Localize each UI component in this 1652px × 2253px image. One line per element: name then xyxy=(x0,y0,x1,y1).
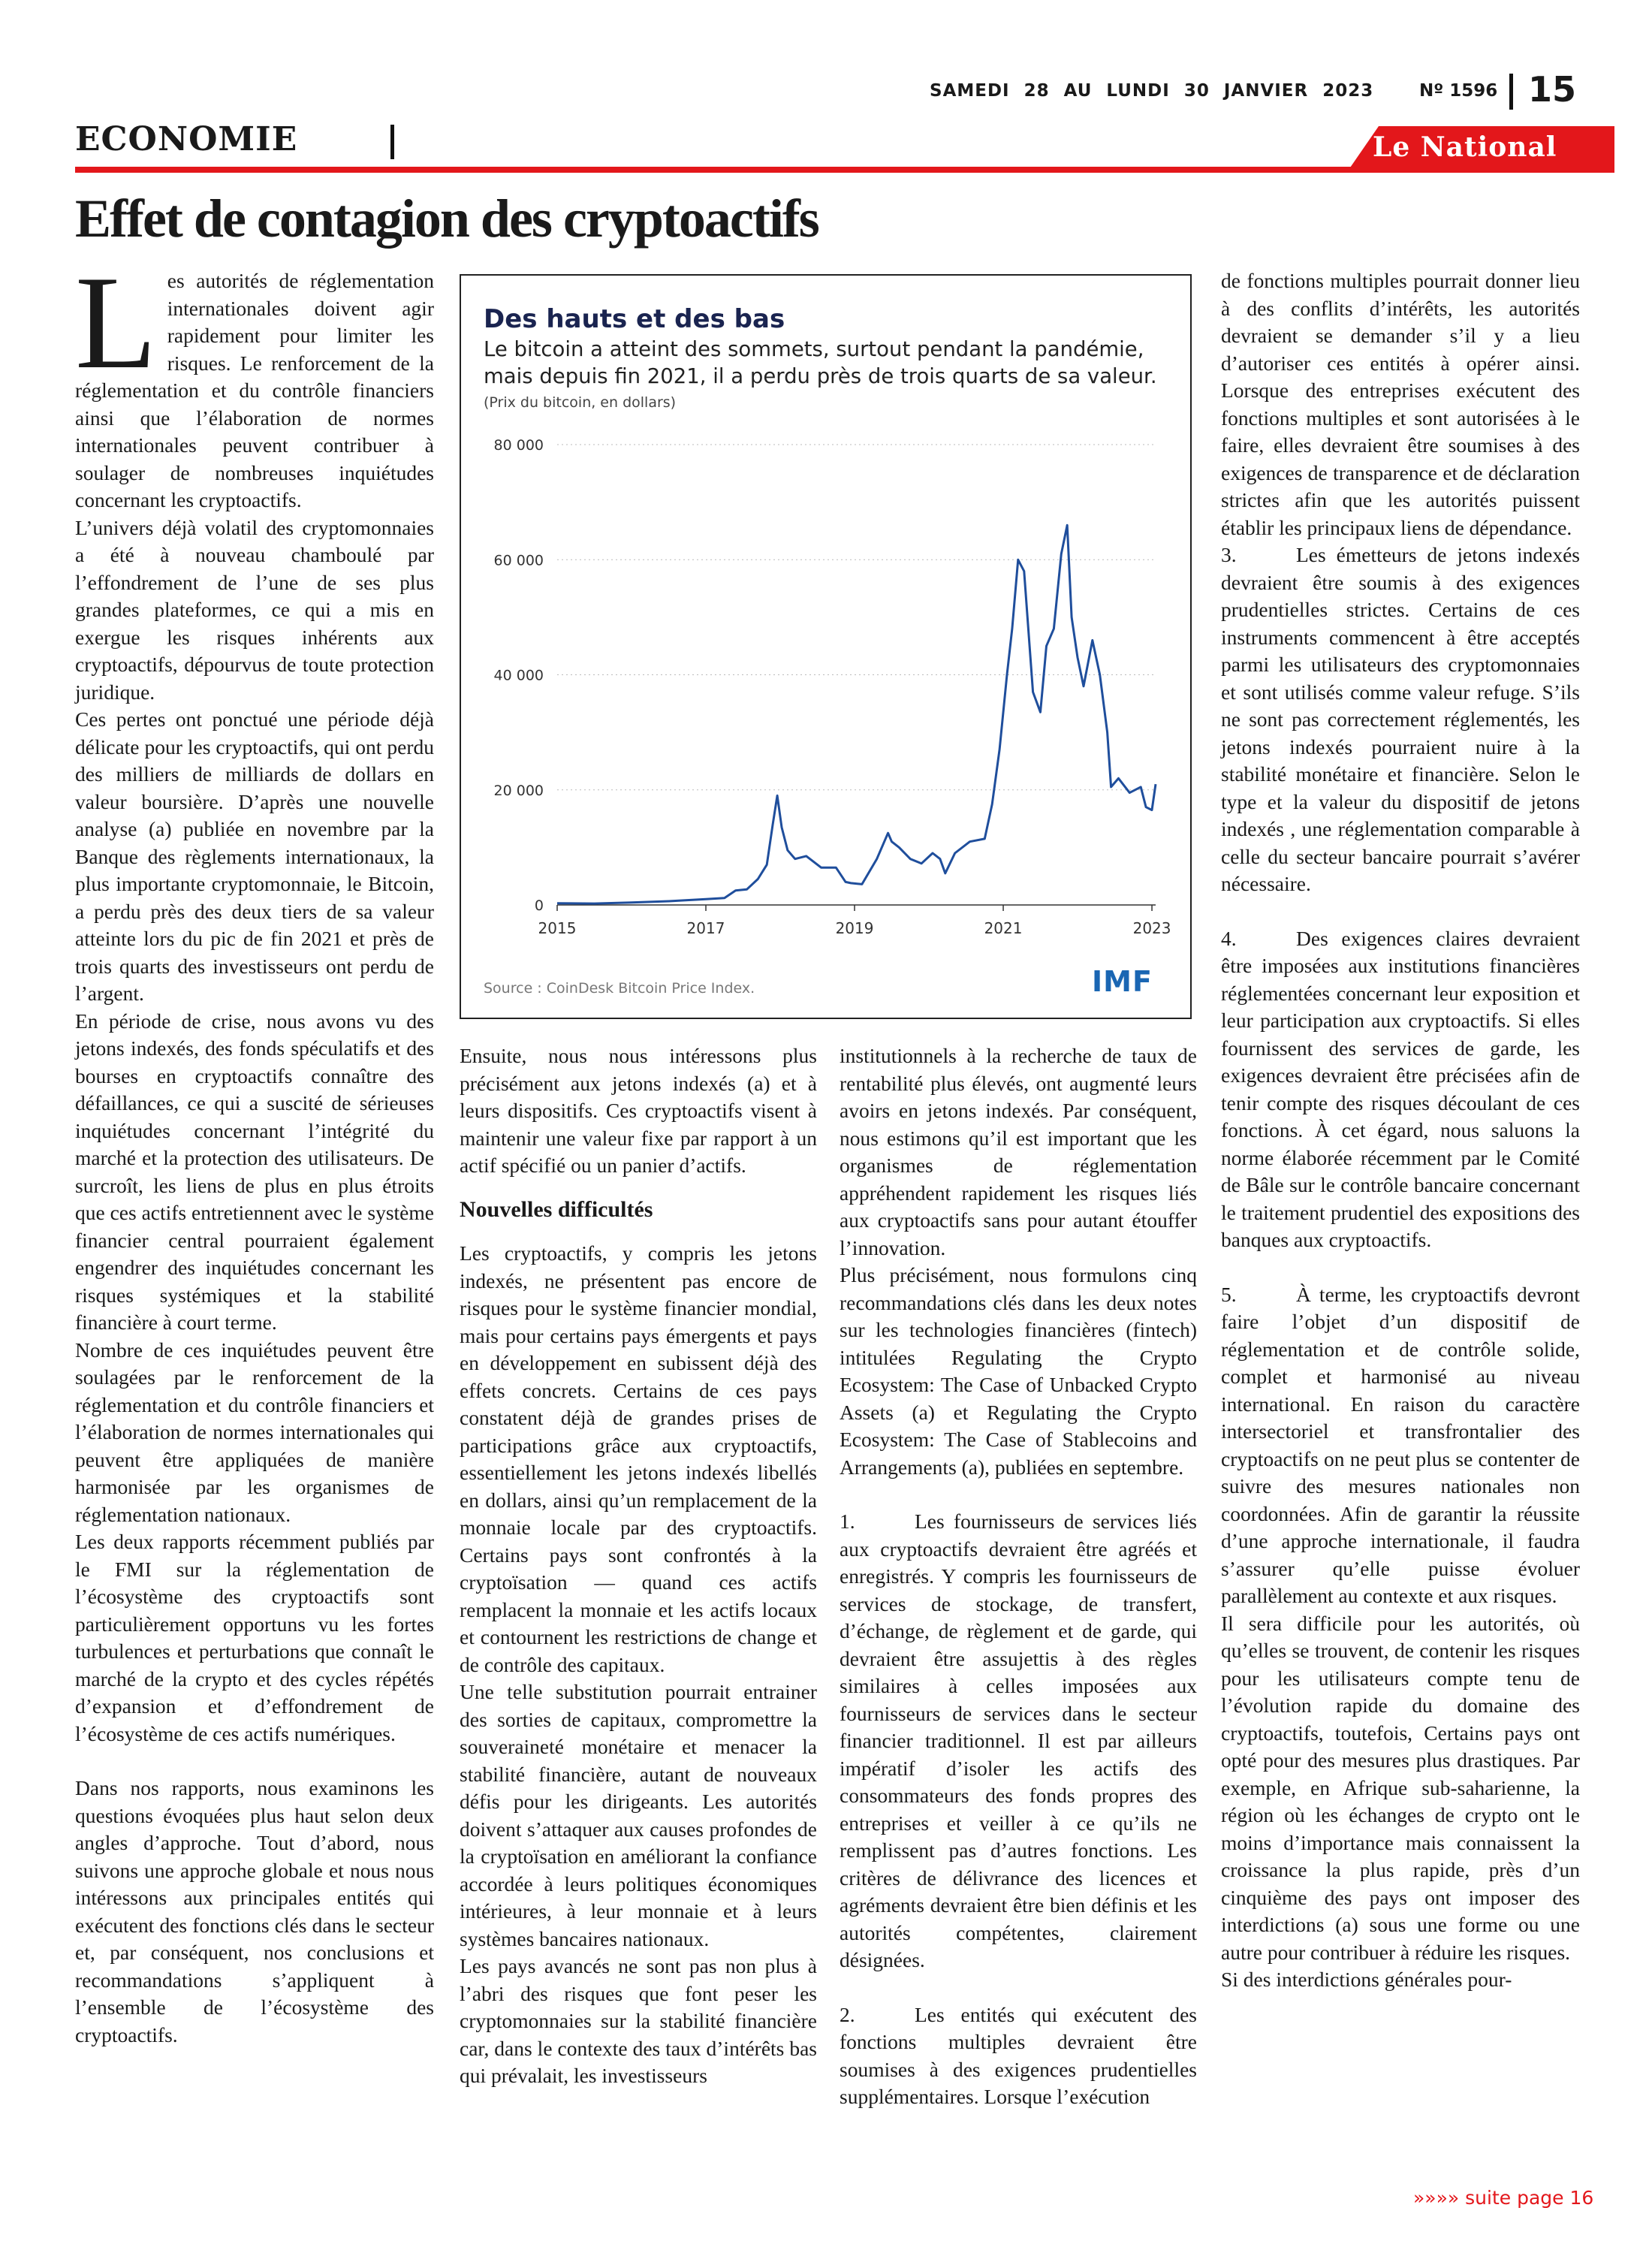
recommendation-5 xyxy=(1221,1281,1580,1610)
recommendation-1 xyxy=(840,1508,1197,1974)
chart-subtitle: Le bitcoin a atteint des sommets, surtout pendant la pandémie, xyxy=(484,337,1144,361)
recommendation-text: Les fournisseurs de services liés aux cryptoactifs devraient être agréés et enregistrés. Y compris les fournisseurs de services de stockage, de transfert, d’échange, de règlement et de garde, qui devraient être assujettis à des règles similaires à celles imposées aux fournisseurs de services dans le secteur financier traditionnel. Il est par ailleurs impératif d’isoler les actifs des consommateurs des fonds propres des entreprises et veiller à ce qu’ils ne remplissent pas d’autres fonctions. Les critères de délivrance des licences et agréments devraient être bien définis et les autorités compétentes, clairement désignées. xyxy=(840,1510,1197,1971)
x-tick-label: 2021 xyxy=(984,919,1023,937)
chart-source: Source : CoinDesk Bitcoin Price Index. xyxy=(484,980,755,997)
issue-number: Nº 1596 xyxy=(1419,81,1498,101)
article-column-1 xyxy=(75,248,434,2049)
article-column-4 xyxy=(1221,267,1580,1994)
recommendation-text: À terme, les cryptoactifs devront faire l’objet d’un dispositif de réglementation et de contrôle solide, complet et harmonisé au niveau international. En raison du caractère intersectoriel et transfrontalier des cryptoactifs on ne peut plus se contenter de suivre des mesures nationales non coordonnées. Afin de garantir la réussite d’une approche internationale, il faudra s’assurer qu’elle puisse évoluer parallèlement au contexte et aux risques. xyxy=(1221,1282,1580,1607)
article-paragraph: Les cryptoactifs, y compris les jetons indexés, ne présentent pas encore de risques pour le système financier mondial, mais pour certains pays émergents et pays en développement en subissent déjà des effets concrets. Certains de ces pays constatent déjà de grandes prises de participations grâce aux cryptoactifs, essentiellement les jetons indexés libellés en dollars, ainsi qu’un remplacement de la monnaie locale par des cryptoactifs. Certains pays sont confrontés à la cryptoïsation — quand ces actifs remplacent la monnaie et les actifs locaux et contournent les restrictions de change et de contrôle des capitaux. xyxy=(460,1241,817,1676)
article-paragraph: de fonctions multiples pourrait donner lieu à des conflits d’intérêts, les autorités devraient se demander s’il y a lieu d’autoriser ces entités à opérer ainsi. Lorsque des entreprises exécutent des fonctions multiples et sont autorisées à le faire, elles devraient être soumises à des exigences de transparence et de déclaration strictes afin que les autorités puissent établir les principaux liens de dépendance. xyxy=(1221,269,1580,539)
recommendation-number: 1. xyxy=(840,1510,855,1533)
chart-subtitle: mais depuis fin 2021, il a perdu près de trois quarts de sa valeur. xyxy=(484,364,1157,388)
article-column-3 xyxy=(840,1042,1197,2111)
recommendation-number: 3. xyxy=(1221,543,1237,566)
page-number: 15 xyxy=(1528,69,1577,110)
article-headline: Effet de contagion des cryptoactifs xyxy=(75,189,818,249)
article-paragraph: L’univers déjà volatil des cryptomonnaies a été à nouveau chamboulé par l’effondrement de l’une de ses plus grandes plateformes, ce qui a mis en exergue les risques inhérents aux cryptoactifs, dépourvus de toute protection juridique. xyxy=(75,515,434,704)
y-tick-label: 40 000 xyxy=(493,667,544,684)
y-tick-label: 60 000 xyxy=(493,552,544,569)
y-tick-label: 20 000 xyxy=(493,782,544,799)
article-paragraph xyxy=(75,248,434,514)
article-paragraph: En période de crise, nous avons vu des jetons indexés, des fonds spéculatifs et des bourses en cryptoactifs connaître des défaillances, ce qui a suscité de sérieuses inquiétudes concernant l’intégrité du marché et la protection des utilisateurs. De surcroît, les liens de plus en plus étroits que ces actifs entretiennent avec le système financier central pourraient également engendrer des inquiétudes concernant les risques systémiques et la stabilité financière à court terme. xyxy=(75,1009,434,1334)
article-paragraph: Les deux rapports récemment publiés par le FMI sur la réglementation de l’écosystème des cryptoactifs sont particulièrement opportuns vu les fortes turbulences et perturbations que connaît le marché de la crypto et des cycles répétés d’expansion et d’effondrement de l’écosystème de ces actifs numériques. xyxy=(75,1530,434,1745)
x-tick-label: 2023 xyxy=(1132,919,1171,937)
header-divider xyxy=(1509,74,1513,110)
chart-title: Des hauts et des bas xyxy=(484,304,785,334)
recommendation-number: 4. xyxy=(1221,926,1237,950)
recommendation-3 xyxy=(1221,541,1580,898)
recommendation-text: Les entités qui exécutent des fonctions multiples devraient être soumises à des exigences prudentielles supplémentaires. Lorsque l’exécution xyxy=(840,2002,1197,2108)
recommendation-number: 2. xyxy=(840,2002,855,2026)
paragraph-gap xyxy=(1221,1254,1580,1281)
paragraph-gap xyxy=(1221,898,1580,925)
imf-logo: IMF xyxy=(1092,965,1153,998)
recommendation-text: Les émetteurs de jetons indexés devraient être soumis à des exigences prudentielles strictes. Certains de ces instruments commencent à être acceptés parmi les utilisateurs des cryptomonnaies et sont utilisés comme valeur refuge. S’ils ne sont pas correctement réglementés, les jetons indexés pourraient nuire à la stabilité monétaire et financière. Selon le type et la valeur du dispositif de jetons indexés , une réglementation comparable à celle du secteur bancaire pourrait s’avérer nécessaire. xyxy=(1221,543,1580,895)
y-tick-label: 0 xyxy=(534,897,544,914)
paragraph-gap xyxy=(840,1481,1197,1508)
recommendation-4 xyxy=(1221,925,1580,1254)
article-paragraph: Si des interdictions générales pour- xyxy=(1221,1968,1512,1991)
paragraph-text: es autorités de réglementation internationales doivent agir rapidement pour limiter les risques. Le renforcement de la réglementation et du contrôle financiers ainsi que l’élaboration de normes internationales peuvent contribuer à soulager de nombreuses inquiétudes concernant les cryptoactifs. xyxy=(75,269,434,511)
bitcoin-price-chart xyxy=(460,274,1192,1019)
article-paragraph: Ces pertes ont ponctué une période déjà délicate pour les cryptoactifs, qui ont perdu des milliers de milliards de dollars en valeur boursière. D’après une nouvelle analyse (a) publiée en novembre par la Banque des règlements internationaux, la plus importante cryptomonnaie, le Bitcoin, a perdu près des deux tiers de sa valeur atteinte lors du pic de fin 2021 et près de trois quarts des investisseurs ont perdu de l’argent. xyxy=(75,707,434,1005)
article-paragraph: institutionnels à la recherche de taux de rentabilité plus élevés, ont augmenté leurs avoirs en jetons indexés. Par conséquent, nous estimons qu’il est important que les organismes de réglementation appréhendent rapidement les risques liés aux cryptoactifs sans pour autant étouffer l’innovation. xyxy=(840,1044,1197,1259)
issue-date: SAMEDI 28 AU LUNDI 30 JANVIER 2023 xyxy=(930,81,1374,101)
article-paragraph: Plus précisément, nous formulons cinq recommandations clés dans les deux notes sur les technologies financières (fintech) intitulées Regulating the Crypto Ecosystem: The Case of Unbacked Crypto Assets (a) et Regulating the Crypto Ecosystem: The Case of Stablecoins and Arrangements (a), publiées en septembre. xyxy=(840,1263,1197,1479)
x-tick-label: 2019 xyxy=(835,919,874,937)
y-tick-label: 80 000 xyxy=(493,437,544,454)
drop-cap: L xyxy=(75,248,157,397)
x-tick-label: 2017 xyxy=(686,919,725,937)
article-paragraph: Nombre de ces inquiétudes peuvent être soulagées par le renforcement de la réglementation et du contrôle financiers et l’élaboration de normes internationales qui peuvent être appliquées de manière harmonisée par les organismes de réglementation nationaux. xyxy=(75,1338,434,1526)
chart-unit-note: (Prix du bitcoin, en dollars) xyxy=(484,394,677,411)
newspaper-name: Le National xyxy=(1373,131,1557,163)
continued-link[interactable]: »»»» suite page 16 xyxy=(1413,2187,1594,2209)
recommendation-number: 5. xyxy=(1221,1282,1237,1306)
article-paragraph: Ensuite, nous nous intéressons plus précisément aux jetons indexés (a) et à leurs dispositifs. Ces cryptoactifs visent à maintenir une valeur fixe par rapport à un actif spécifié ou un panier d’actifs. xyxy=(460,1044,817,1177)
article-paragraph: Il sera difficile pour les autorités, où qu’elles se trouvent, de contenir les risques pour les utilisateurs compte tenu de l’évolution rapide du domaine des cryptoactifs, toutefois, Certains pays ont opté pour des mesures plus drastiques. Par exemple, en Afrique sub-saharienne, la région où les échanges de crypto ont le moins d’importance mais connaissent la croissance la plus rapide, près d’un cinquième des pays ont imposer des interdictions (a) sous une forme ou une autre pour contribuer à réduire les risques. xyxy=(1221,1611,1580,1964)
recommendation-text: Des exigences claires devraient être imposées aux institutions financières réglementées concernant leur exposition et leur participation aux cryptoactifs. Si elles fournissent des services de garde, les exigences devraient être précisées afin de tenir compte des risques découlant de ces fonctions. À cet égard, nous saluons la norme élaborée récemment par le Comité de Bâle sur le contrôle bancaire concernant le traitement prudentiel des expositions des banques aux cryptoactifs. xyxy=(1221,926,1580,1251)
paragraph-gap xyxy=(840,1974,1197,2001)
recommendation-2 xyxy=(840,2001,1197,2111)
article-column-2 xyxy=(460,1042,817,2090)
paragraph-gap xyxy=(75,1748,434,1775)
article-subheading: Nouvelles difficultés xyxy=(460,1196,653,1222)
article-paragraph: Une telle substitution pourrait entrainer des sorties de capitaux, compromettre la souveraineté monétaire et menacer la stabilité financière, autant de nouveaux défis pour les dirigeants. Les autorités doivent s’attaquer aux causes profondes de la cryptoïsation en améliorant la confiance accordée à leurs politiques économiques intérieures, à leur monnaie et à leurs systèmes bancaires nationaux. xyxy=(460,1680,817,1950)
chart-plot xyxy=(461,276,1190,1018)
article-paragraph: Dans nos rapports, nous examinons les questions évoquées plus haut selon deux angles d’approche. Tout d’abord, nous suivons une approche globale et nous nous intéressons aux principales entités qui exécutent des fonctions clés dans le secteur et, par conséquent, nos conclusions et recommandations s’appliquent à l’ensemble de l’écosystème des cryptoactifs. xyxy=(75,1776,434,2046)
article-paragraph: Les pays avancés ne sont pas non plus à l’abri des risques que font peser les cryptomonnaies sur la stabilité financière car, dans le contexte des taux d’intérêts bas qui prévalait, les investisseurs xyxy=(460,1954,817,2087)
section-divider xyxy=(390,125,394,159)
bitcoin-price-line xyxy=(557,525,1156,903)
section-label: ECONOMIE xyxy=(75,120,298,158)
x-tick-label: 2015 xyxy=(538,919,577,937)
